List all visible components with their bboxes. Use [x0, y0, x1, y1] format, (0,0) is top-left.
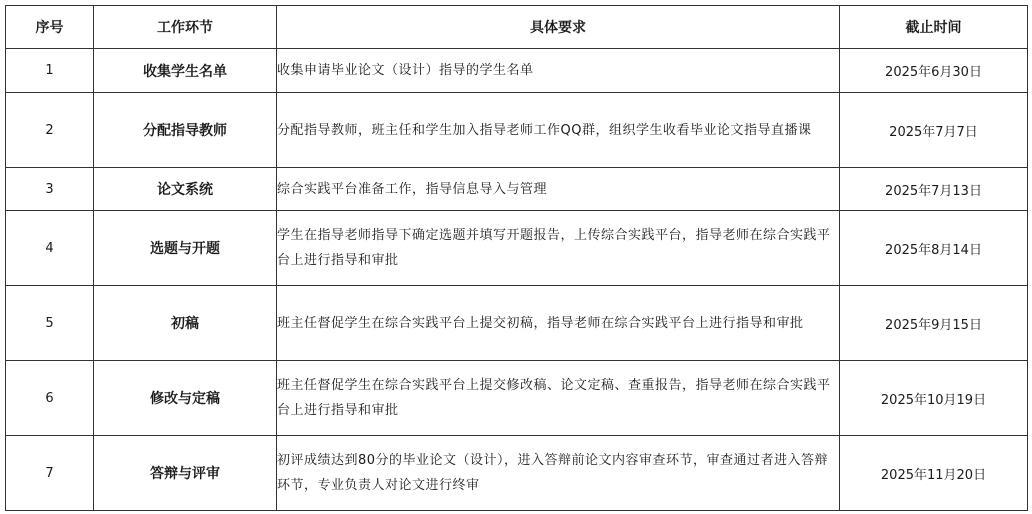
row-stage: 答辩与评审 [94, 436, 277, 511]
row-deadline: 2025年11月20日 [840, 436, 1028, 511]
row-requirement: 初评成绩达到80分的毕业论文（设计），进入答辩前论文内容审查环节，审查通过者进入答辩环节，专业负责人对论文进行终审 [277, 436, 840, 511]
row-seq: 1 [6, 49, 94, 93]
row-requirement: 班主任督促学生在综合实践平台上提交初稿，指导老师在综合实践平台上进行指导和审批 [277, 286, 840, 361]
row-deadline: 2025年6月30日 [840, 49, 1028, 93]
header-requirement: 具体要求 [277, 6, 840, 49]
row-stage: 初稿 [94, 286, 277, 361]
schedule-table [5, 5, 1028, 511]
header-seq: 序号 [6, 6, 94, 49]
row-deadline: 2025年7月7日 [840, 93, 1028, 168]
table-row [6, 361, 1028, 436]
row-seq: 4 [6, 211, 94, 286]
table-row [6, 211, 1028, 286]
row-requirement: 综合实践平台准备工作，指导信息导入与管理 [277, 168, 840, 211]
row-deadline: 2025年8月14日 [840, 211, 1028, 286]
row-deadline: 2025年9月15日 [840, 286, 1028, 361]
table-header-row [6, 6, 1028, 49]
row-requirement: 分配指导教师，班主任和学生加入指导老师工作QQ群，组织学生收看毕业论文指导直播课 [277, 93, 840, 168]
table-row [6, 436, 1028, 511]
table-row [6, 49, 1028, 93]
table-row [6, 286, 1028, 361]
row-seq: 2 [6, 93, 94, 168]
row-seq: 3 [6, 168, 94, 211]
row-stage: 修改与定稿 [94, 361, 277, 436]
row-stage: 收集学生名单 [94, 49, 277, 93]
row-seq: 7 [6, 436, 94, 511]
row-stage: 分配指导教师 [94, 93, 277, 168]
table-row [6, 168, 1028, 211]
row-requirement: 收集申请毕业论文（设计）指导的学生名单 [277, 49, 840, 93]
row-stage: 选题与开题 [94, 211, 277, 286]
header-stage: 工作环节 [94, 6, 277, 49]
row-deadline: 2025年7月13日 [840, 168, 1028, 211]
row-requirement: 班主任督促学生在综合实践平台上提交修改稿、论文定稿、查重报告，指导老师在综合实践平台上进行指导和审批 [277, 361, 840, 436]
header-deadline: 截止时间 [840, 6, 1028, 49]
row-seq: 5 [6, 286, 94, 361]
table-row [6, 93, 1028, 168]
row-requirement: 学生在指导老师指导下确定选题并填写开题报告，上传综合实践平台，指导老师在综合实践平台上进行指导和审批 [277, 211, 840, 286]
row-seq: 6 [6, 361, 94, 436]
row-deadline: 2025年10月19日 [840, 361, 1028, 436]
row-stage: 论文系统 [94, 168, 277, 211]
